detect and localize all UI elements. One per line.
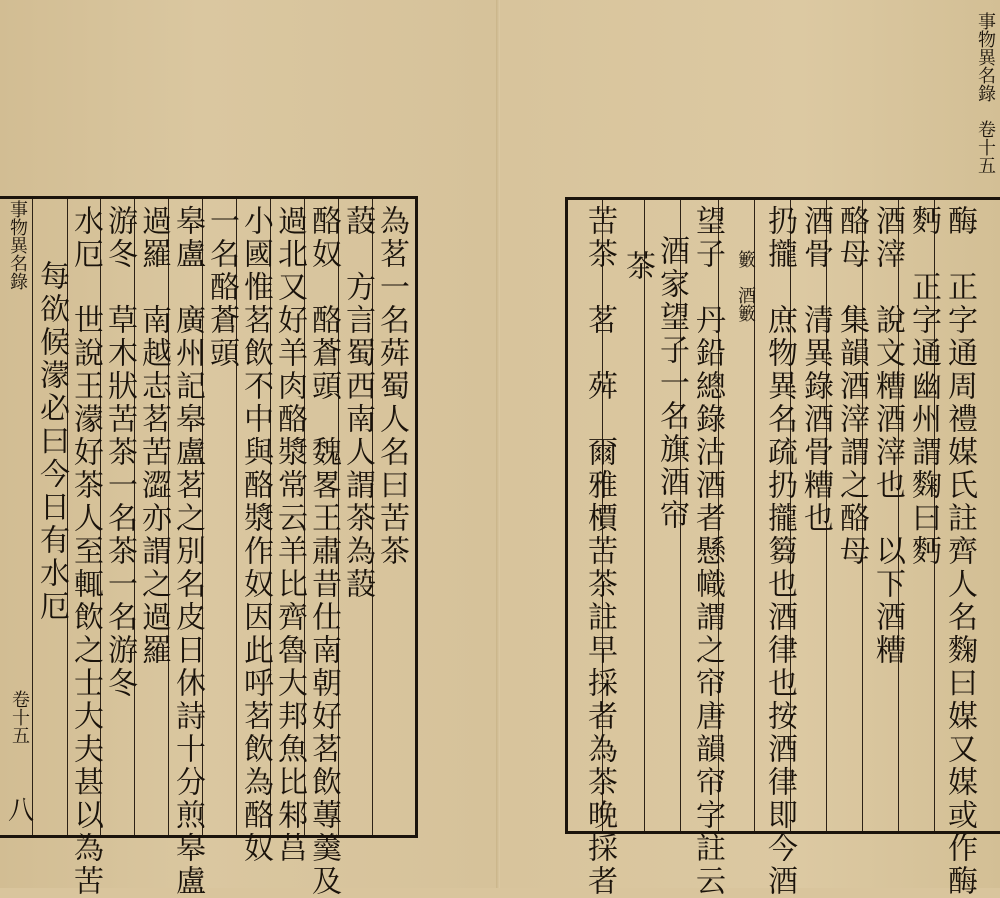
book-title-margin: 事物異名錄 bbox=[7, 200, 28, 290]
text-column: 苦茶 茗 荈 爾雅檟苦茶註早採者為茶晚採者 bbox=[582, 205, 617, 898]
column-rule bbox=[32, 199, 33, 835]
right-page bbox=[500, 0, 1000, 898]
page-number: 八 bbox=[8, 796, 35, 826]
text-column: 扔攏 庶物異名疏扔攏篘也酒律也按酒律即今酒 bbox=[762, 205, 797, 898]
volume-mark: 卷十五 bbox=[9, 690, 30, 744]
text-column: 酪母 集韻酒滓謂之酪母 bbox=[834, 205, 869, 568]
text-column: 小國惟茗飲不中與酪漿作奴因此呼茗飲為酪奴 bbox=[238, 205, 273, 865]
text-column: 望子 丹鉛總錄沽酒者懸幟謂之帘唐韻帘字註云 bbox=[690, 205, 725, 898]
book-title-margin: 事物異名錄 卷十五 bbox=[975, 12, 996, 174]
text-column: 酪奴 酪蒼頭 魏畧王肅昔仕南朝好茗飲蓴羹及 bbox=[306, 205, 341, 898]
text-column: 酒滓 說文糟酒滓也 以下酒糟 bbox=[870, 205, 905, 667]
text-column: 酒家望子一名旗酒帘 bbox=[654, 235, 689, 532]
text-column: 蔎 方言蜀西南人謂茶為蔎 bbox=[340, 205, 375, 601]
text-column: 皋盧 廣州記皋盧茗之別名皮日休詩十分煎皋盧 bbox=[170, 205, 205, 898]
text-column: 茶 bbox=[620, 250, 655, 283]
text-column: 麪 正字通幽州謂麴曰麪 bbox=[906, 205, 941, 568]
text-column: 水厄 世說王濛好茶人至輒飲之士大夫甚以為苦 bbox=[68, 205, 103, 898]
text-column-note: 籔 酒籔 bbox=[735, 250, 756, 322]
text-column: 一名酪蒼頭 bbox=[204, 205, 239, 370]
text-column: 游冬 草木狀苦茶一名茶一名游冬 bbox=[102, 205, 137, 700]
column-rule bbox=[644, 200, 645, 831]
text-column: 過羅 南越志茗苦澀亦謂之過羅 bbox=[136, 205, 171, 667]
text-column: 酶 正字通周禮媒氏註齊人名麴曰媒又媒或作酶 bbox=[942, 205, 977, 898]
text-column: 過北又好羊肉酪漿常云羊比齊魯大邦魚比邾莒 bbox=[272, 205, 307, 865]
text-column: 為茗一名荈蜀人名曰苦茶 bbox=[374, 205, 409, 568]
text-column: 每欲候濛必曰今日有水厄 bbox=[34, 260, 69, 623]
text-column: 酒骨 清異錄酒骨糟也 bbox=[798, 205, 833, 535]
